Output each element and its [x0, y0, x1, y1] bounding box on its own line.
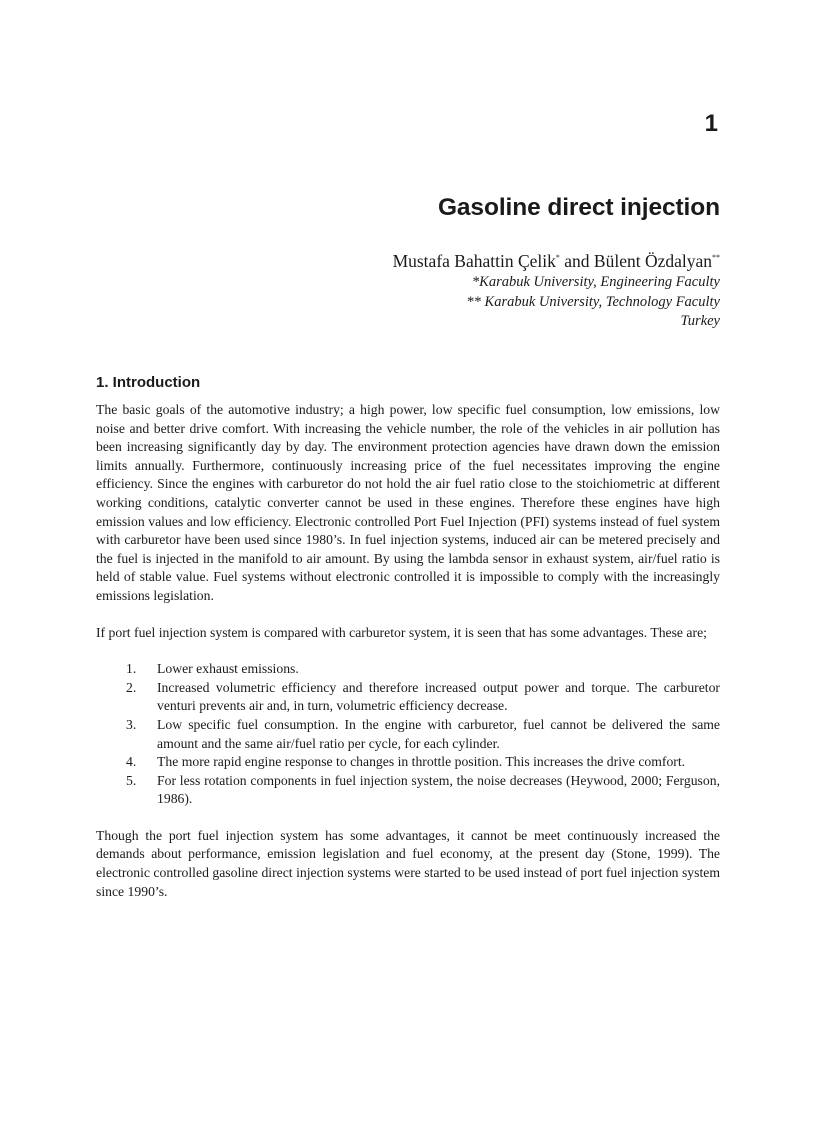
list-item-text: For less rotation components in fuel injection system, the noise decreases (Heywood, 2000; Ferguson, 1986). — [157, 772, 720, 807]
list-item-text: Lower exhaust emissions. — [157, 661, 299, 677]
author-line — [393, 250, 720, 272]
paragraph-intro: The basic goals of the automotive industry; a high power, low specific fuel consumption, low emissions, low noise and better drive comfort. With increasing the vehicle number, the role of the vehicles in air pollution has been increasing significantly day by day. The environment protection agencies have drawn down the emission limits annually. Furthermore, continuously increasing price of the fuel necessitates improving the engine efficiency. Since the engines with carburetor do not hold the air fuel ratio close to the stoichiometric at different working conditions, catalytic converter cannot be used in these engines. Therefore these engines have high emission values and low efficiency. Electronic controlled Port Fuel Injection (PFI) systems instead of fuel system with carburetor have been used since 1980’s. In fuel injection systems, induced air can be metered precisely and the fuel is injected in the manifold to air amount. By using the lambda sensor in exhaust system, air/fuel ratio is held of stable value. Fuel systems without electronic controlled it is impossible to comply with the increasingly emissions legislation. — [96, 402, 720, 603]
author-name-2: Bülent Özdalyan — [593, 251, 712, 271]
list-item — [96, 716, 720, 753]
affiliation-1: *Karabuk University, Engineering Faculty — [471, 274, 720, 290]
list-item-number: 1. — [126, 661, 137, 677]
section-introduction — [96, 373, 720, 901]
author-block — [393, 250, 720, 332]
list-item-text: Low specific fuel consumption. In the engine with carburetor, fuel cannot be delivered the same amount and the same air/fuel ratio per cycle, for each cylinder. — [157, 716, 720, 751]
paragraph-advantages-lead: If port fuel injection system is compared with carburetor system, it is seen that has some advantages. These are; — [96, 624, 707, 640]
list-item — [96, 679, 720, 716]
affiliation-country: Turkey — [680, 313, 720, 329]
list-item-text: The more rapid engine response to changes in throttle position. This increases the drive comfort. — [157, 754, 686, 770]
list-item-number: 4. — [126, 754, 137, 770]
paragraph-closing: Though the port fuel injection system has some advantages, it cannot be meet continuously increased the demands about performance, emission legislation and fuel economy, at the present day (Stone, 1999). The electronic controlled gasoline direct injection systems were started to be used instead of port fuel injection system since 1990’s. — [96, 827, 720, 899]
list-item-number: 2. — [126, 679, 137, 695]
affiliation-2: ** Karabuk University, Technology Faculty — [466, 293, 720, 310]
list-item — [96, 772, 720, 809]
advantages-list — [96, 660, 720, 809]
chapter-number: 1 — [704, 110, 718, 137]
list-item-text: Increased volumetric efficiency and therefore increased output power and torque. The carburetor venturi prevents air and, in turn, volumetric efficiency decrease. — [157, 679, 720, 714]
author-mark-2: ** — [712, 253, 720, 263]
author-conjunction: and — [559, 251, 594, 271]
list-item-number: 5. — [126, 772, 137, 788]
list-item-number: 3. — [126, 716, 137, 732]
chapter-title: Gasoline direct injection — [437, 194, 720, 221]
list-item — [96, 660, 720, 679]
author-name-1: Mustafa Bahattin Çelik — [392, 251, 556, 271]
author-mark-1: * — [555, 253, 560, 263]
list-item — [96, 753, 720, 772]
section-heading: 1. Introduction — [96, 374, 201, 391]
